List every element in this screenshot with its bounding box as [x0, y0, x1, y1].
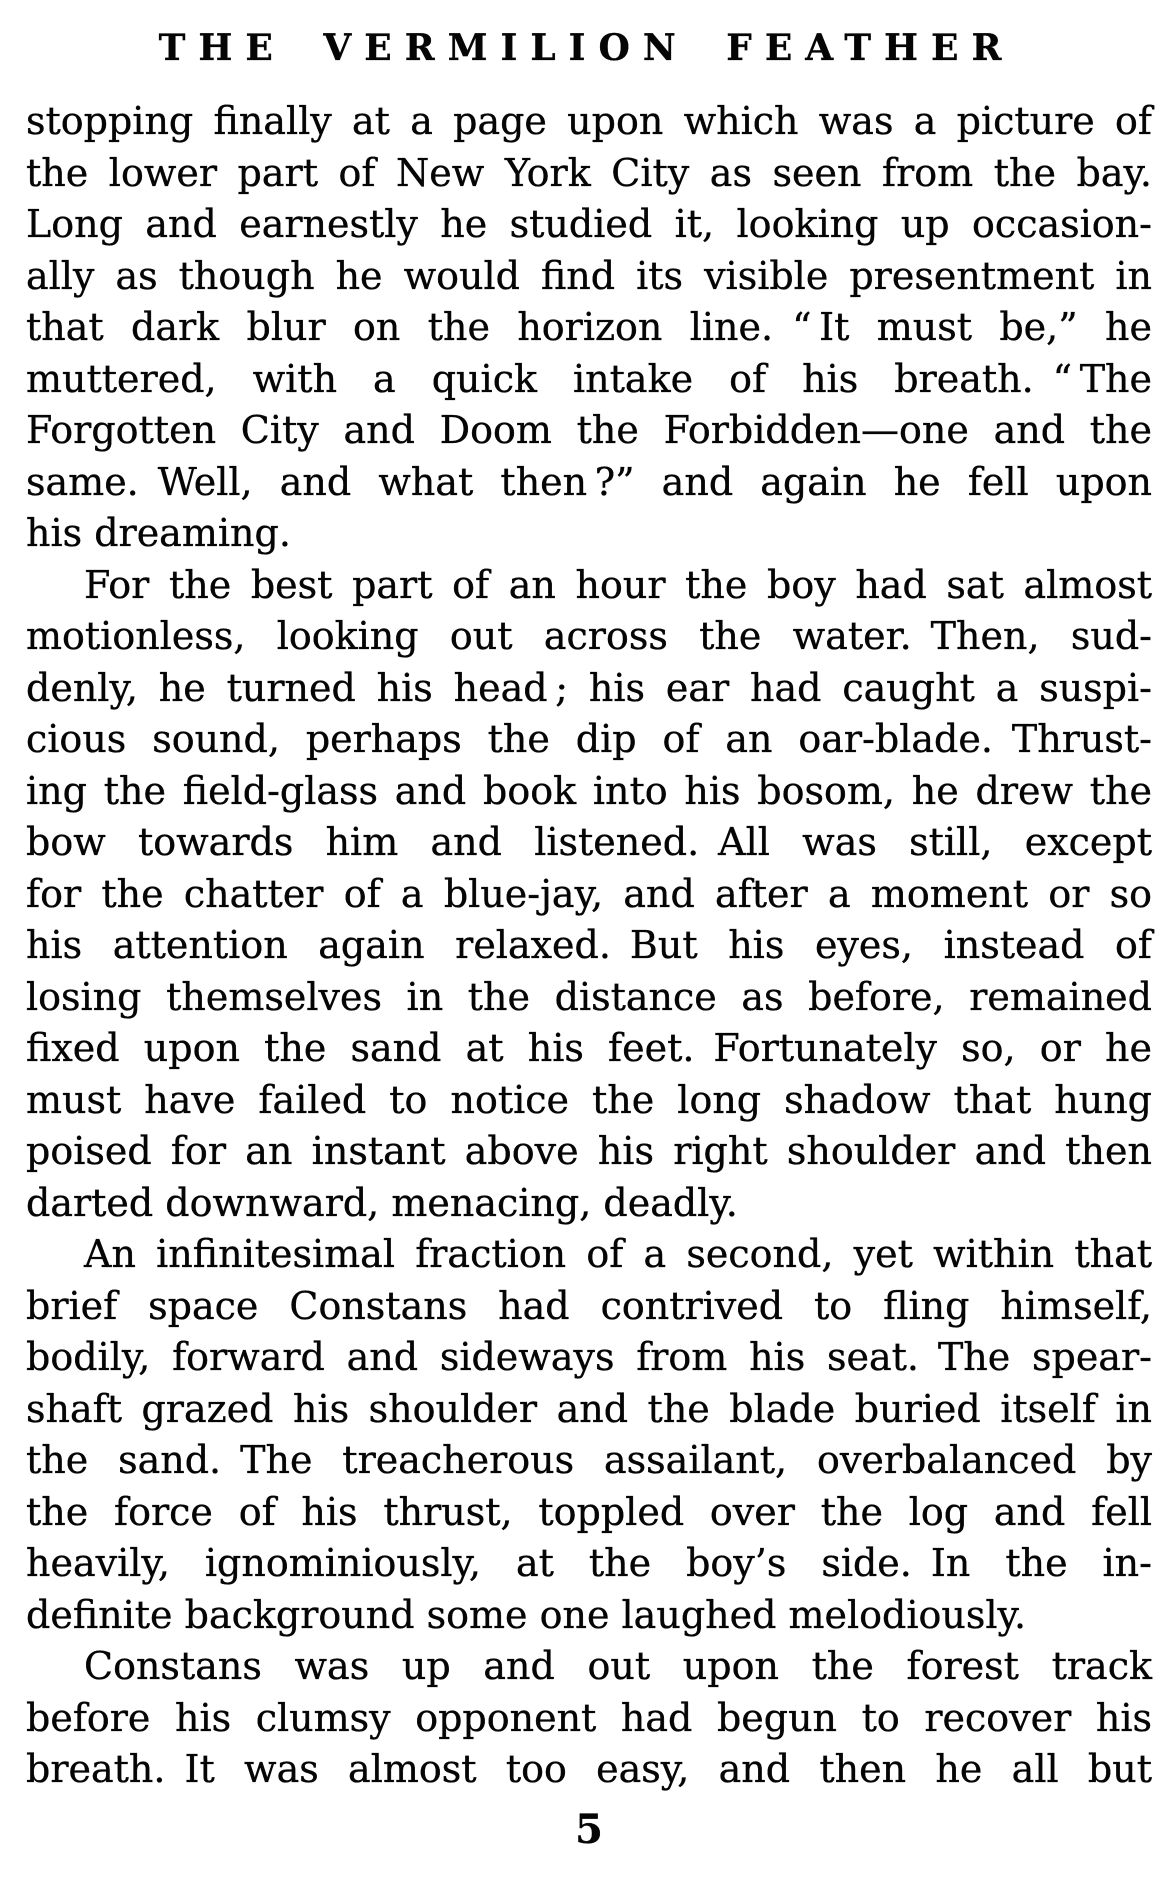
text-line: the force of his thrust, toppled over the log and fell [26, 1489, 1152, 1534]
text-line: fixed upon the sand at his feet. Fortunately so, or he [26, 1026, 1152, 1070]
text-line: stopping finally at a page upon which was a picture of [26, 99, 1152, 143]
paragraph [26, 96, 1152, 560]
text-line: bodily, forward and sideways from his seat. The spear- [26, 1335, 1152, 1379]
text-line: for the chatter of a blue-jay, and after a moment or so [26, 871, 1152, 916]
text-line: poised for an instant above his right shoulder and then [26, 1129, 1152, 1173]
text-line: Constans was up and out upon the forest track [84, 1644, 1152, 1688]
text-line: his attention again relaxed. But his eyes, instead of [26, 923, 1152, 967]
text-line: ing the field-glass and book into his bosom, he drew the [26, 768, 1152, 813]
text-line: his dreaming. [26, 511, 291, 555]
text-line: cious sound, perhaps the dip of an oar-blade. Thrust- [26, 717, 1152, 761]
text-line: losing themselves in the distance as before, remained [26, 974, 1152, 1019]
text-line: same. Well, and what then ?” and again he fell upon [26, 459, 1152, 504]
text-line: that dark blur on the horizon line. “ It must be,” he [26, 305, 1152, 349]
text-line: brief space Constans had contrived to fling himself, [26, 1283, 1152, 1328]
text-line: before his clumsy opponent had begun to recover his [26, 1695, 1152, 1740]
paragraph [26, 1229, 1152, 1641]
page-body [26, 96, 1152, 1796]
text-line: Long and earnestly he studied it, looking up occasion- [26, 202, 1152, 246]
text-line: ally as though he would find its visible presentment in [26, 253, 1152, 298]
text-line: definite background some one laughed melodiously. [26, 1592, 1027, 1637]
text-line: darted downward, menacing, deadly. [26, 1180, 738, 1225]
text-line: muttered, with a quick intake of his breath. “ The [26, 356, 1152, 401]
text-line: An infinitesimal fraction of a second, yet within that [84, 1232, 1152, 1276]
text-line: denly, he turned his head ; his ear had caught a suspi- [26, 665, 1152, 710]
text-line: the lower part of New York City as seen from the bay. [26, 150, 1152, 195]
page-title: THE VERMILION FEATHER [158, 27, 1015, 69]
text-line: For the best part of an hour the boy had sat almost [84, 562, 1152, 607]
text-line: bow towards him and listened. All was still, except [26, 820, 1152, 864]
text-line: motionless, looking out across the water. Then, sud- [26, 614, 1152, 658]
page-number: 5 [575, 1806, 603, 1853]
paragraph [26, 560, 1152, 1230]
text-line: breath. It was almost too easy, and then he all but [26, 1747, 1152, 1791]
text-line: the sand. The treacherous assailant, overbalanced by [26, 1438, 1152, 1482]
text-line: must have failed to notice the long shadow that hung [26, 1077, 1152, 1122]
text-line: Forgotten City and Doom the Forbidden—one and the [26, 408, 1152, 452]
text-line: heavily, ignominiously, at the boy’s side. In the in- [26, 1541, 1152, 1585]
paragraph [26, 1641, 1152, 1796]
text-line: shaft grazed his shoulder and the blade buried itself in [26, 1386, 1152, 1431]
